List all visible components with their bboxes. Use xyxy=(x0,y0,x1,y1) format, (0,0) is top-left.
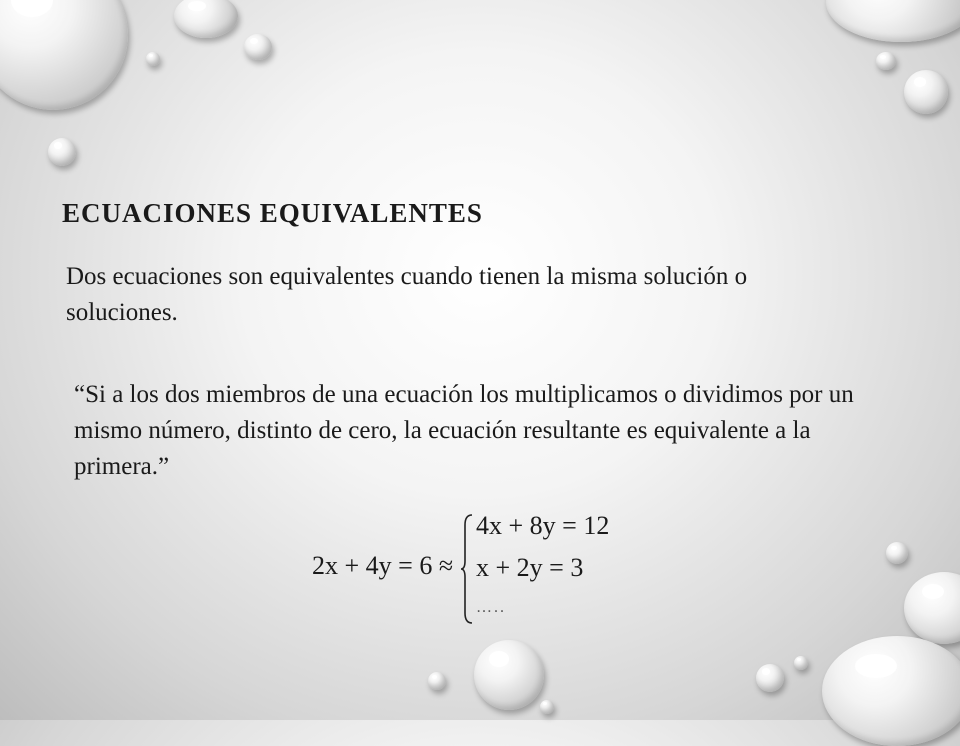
equivalent-equation-2: x + 2y = 3 xyxy=(476,553,584,582)
water-drop-decoration xyxy=(822,636,960,746)
water-drop-decoration xyxy=(756,664,784,692)
water-drop-decoration xyxy=(146,52,160,66)
water-drop-decoration xyxy=(876,52,896,70)
water-drop-decoration xyxy=(48,138,76,166)
water-drop-decoration xyxy=(174,0,238,38)
water-drop-decoration xyxy=(540,700,554,714)
water-drop-decoration xyxy=(244,34,272,60)
equivalent-equation-1: 4x + 8y = 12 xyxy=(476,511,610,540)
slide-title: ECUACIONES EQUIVALENTES xyxy=(62,198,483,228)
water-drop-decoration xyxy=(904,70,948,114)
left-brace xyxy=(460,513,474,625)
water-drop-decoration xyxy=(886,542,908,564)
water-drop-decoration xyxy=(428,672,446,690)
water-drop-decoration xyxy=(826,0,960,42)
water-drop-decoration xyxy=(0,0,128,110)
water-drop-decoration xyxy=(474,640,544,710)
equivalent-equation-ellipsis: ….. xyxy=(476,599,506,616)
water-drop-decoration xyxy=(794,656,808,670)
original-equation: 2x + 4y = 6 ≈ xyxy=(312,551,454,580)
equation-block xyxy=(312,505,632,627)
rule-quote: “Si a los dos miembros de una ecuación los multiplicamos o dividimos por un mismo número, distinto de cero, la ecuación resultante es equivalente a la primera.” xyxy=(74,381,854,480)
definition-text: Dos ecuaciones son equivalentes cuando tienen la misma solución o soluciones. xyxy=(66,263,748,326)
water-drop-decoration xyxy=(904,572,960,644)
